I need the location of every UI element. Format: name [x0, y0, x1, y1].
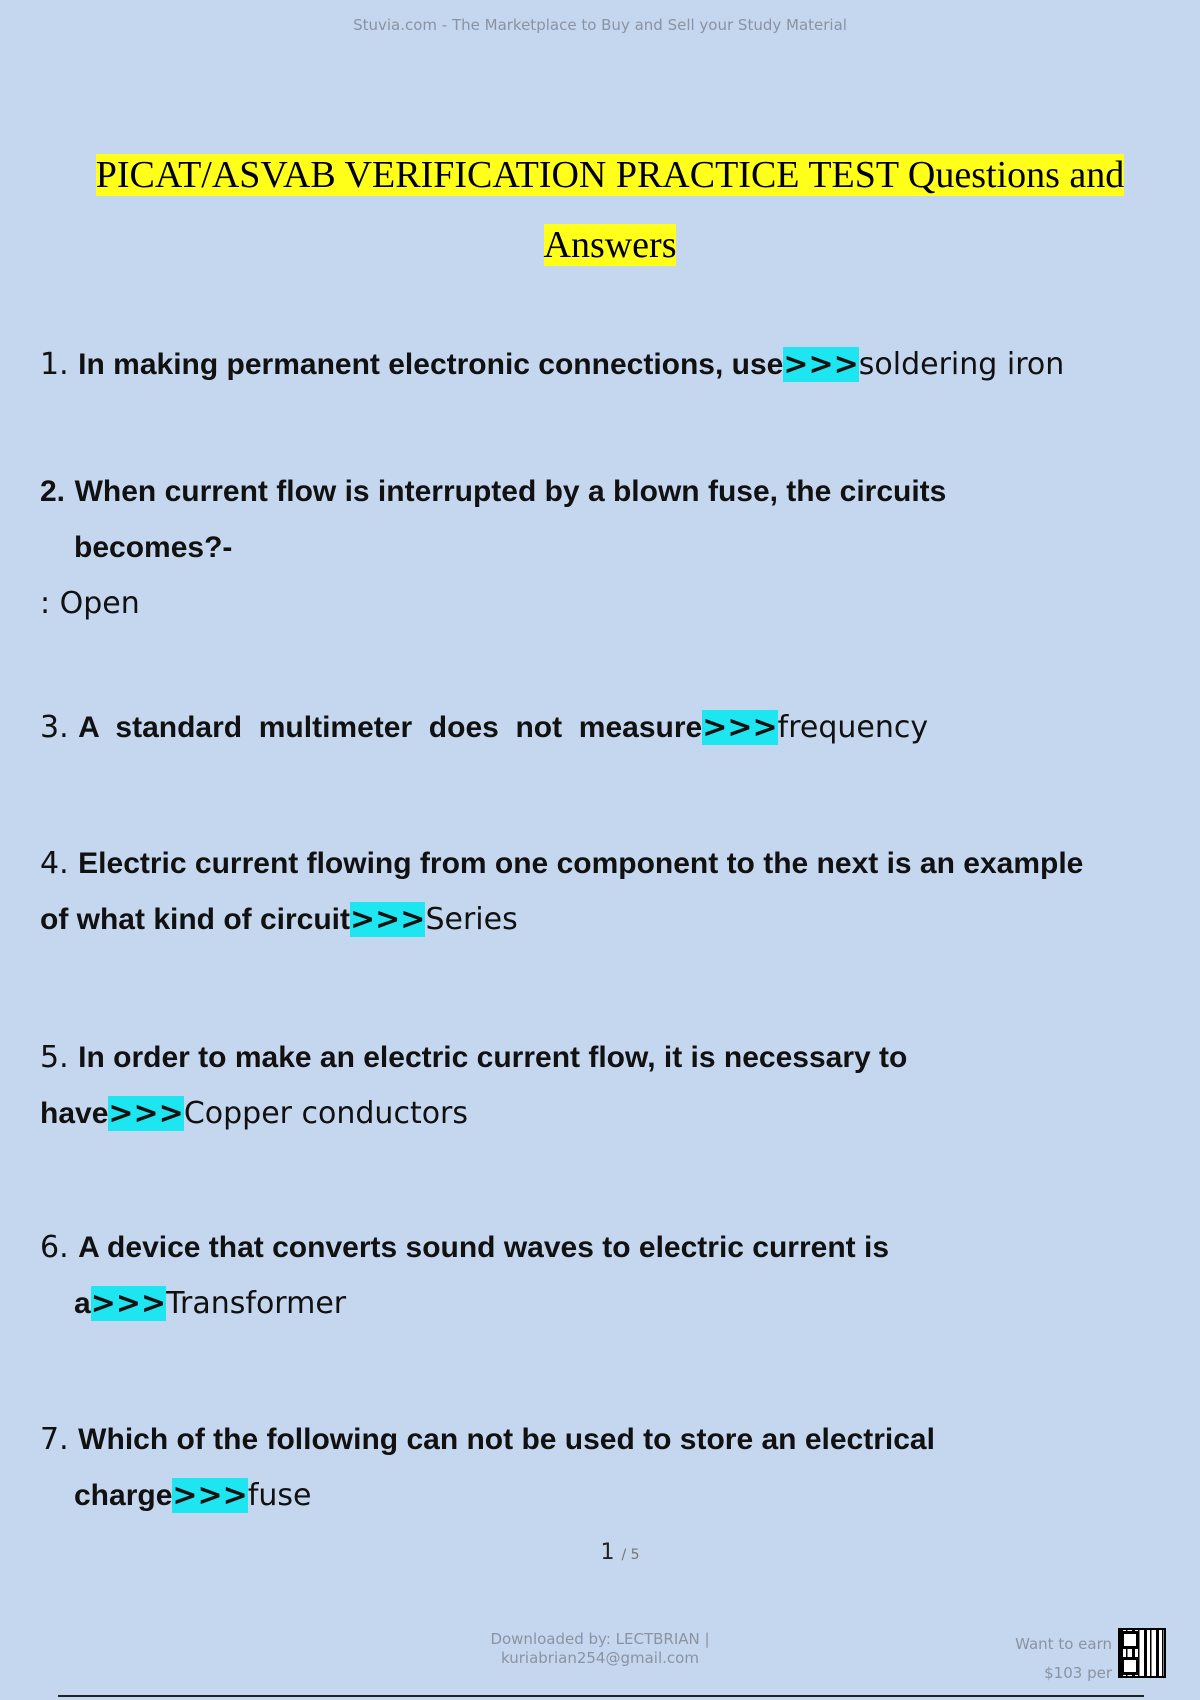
question-text-cont: becomes?- [74, 531, 233, 564]
earn-line-2: $103 per [1044, 1664, 1112, 1682]
question-number: 6. [40, 1230, 69, 1265]
answer-text: Transformer [166, 1286, 347, 1321]
download-info [400, 1630, 800, 1668]
question-number: 4. [40, 846, 69, 881]
question-number: 7. [40, 1422, 69, 1457]
question-number: 2. [40, 475, 66, 508]
question-text-cont: have [40, 1097, 109, 1130]
title-line-1: PICAT/ASVAB VERIFICATION PRACTICE TEST Questions and [95, 154, 1125, 196]
stuvia-watermark: Stuvia.com - The Marketplace to Buy and Sell your Study Material [353, 16, 847, 34]
question-text-cont: of what kind of circuit [40, 903, 351, 936]
answer-marker: >>> [172, 1478, 248, 1513]
answer-marker: >>> [702, 710, 778, 745]
question-number: 5. [40, 1040, 69, 1075]
question-text: Electric current flowing from one component to the next is an example [78, 847, 1084, 880]
question-2 [40, 464, 1180, 632]
page-indicator [0, 1540, 1200, 1565]
question-5 [40, 1030, 1180, 1142]
document-title [40, 140, 1180, 280]
current-page: 1 [600, 1540, 615, 1565]
download-line-2: kuriabrian254@gmail.com [501, 1649, 699, 1667]
question-4 [40, 836, 1180, 948]
answer-marker: >>> [783, 347, 859, 382]
answer-text: : Open [40, 586, 140, 621]
question-text-cont: a [74, 1287, 91, 1320]
question-text: Which of the following can not be used to store an electrical [78, 1423, 935, 1456]
question-text: A standard multimeter does not measure [78, 711, 703, 744]
earn-line-1: Want to earn [1015, 1635, 1112, 1653]
question-6 [40, 1220, 1180, 1332]
question-7 [40, 1412, 1180, 1524]
download-line-1: Downloaded by: LECTBRIAN | [490, 1630, 710, 1648]
question-number: 3. [40, 710, 69, 745]
question-text: When current flow is interrupted by a blown fuse, the circuits [74, 475, 947, 508]
answer-text: Copper conductors [183, 1096, 469, 1131]
total-pages: / 5 [621, 1547, 640, 1563]
earn-promo[interactable] [960, 1630, 1112, 1688]
question-number: 1. [40, 347, 69, 382]
qr-code-icon[interactable] [1118, 1628, 1166, 1678]
answer-text: fuse [247, 1478, 312, 1513]
question-text: A device that converts sound waves to electric current is [78, 1231, 890, 1264]
answer-marker: >>> [90, 1286, 167, 1321]
question-text: In making permanent electronic connections, use [78, 348, 784, 381]
question-3 [40, 700, 1180, 756]
answer-text: frequency [777, 710, 929, 745]
answer-text: Series [425, 902, 518, 937]
answer-marker: >>> [350, 902, 426, 937]
title-line-2: Answers [543, 224, 677, 266]
question-1 [40, 337, 1180, 393]
bottom-divider [58, 1695, 1144, 1697]
answer-text: soldering iron [858, 347, 1065, 382]
answer-marker: >>> [108, 1096, 184, 1131]
question-text-cont: charge [74, 1479, 173, 1512]
question-text: In order to make an electric current flow, it is necessary to [78, 1041, 908, 1074]
